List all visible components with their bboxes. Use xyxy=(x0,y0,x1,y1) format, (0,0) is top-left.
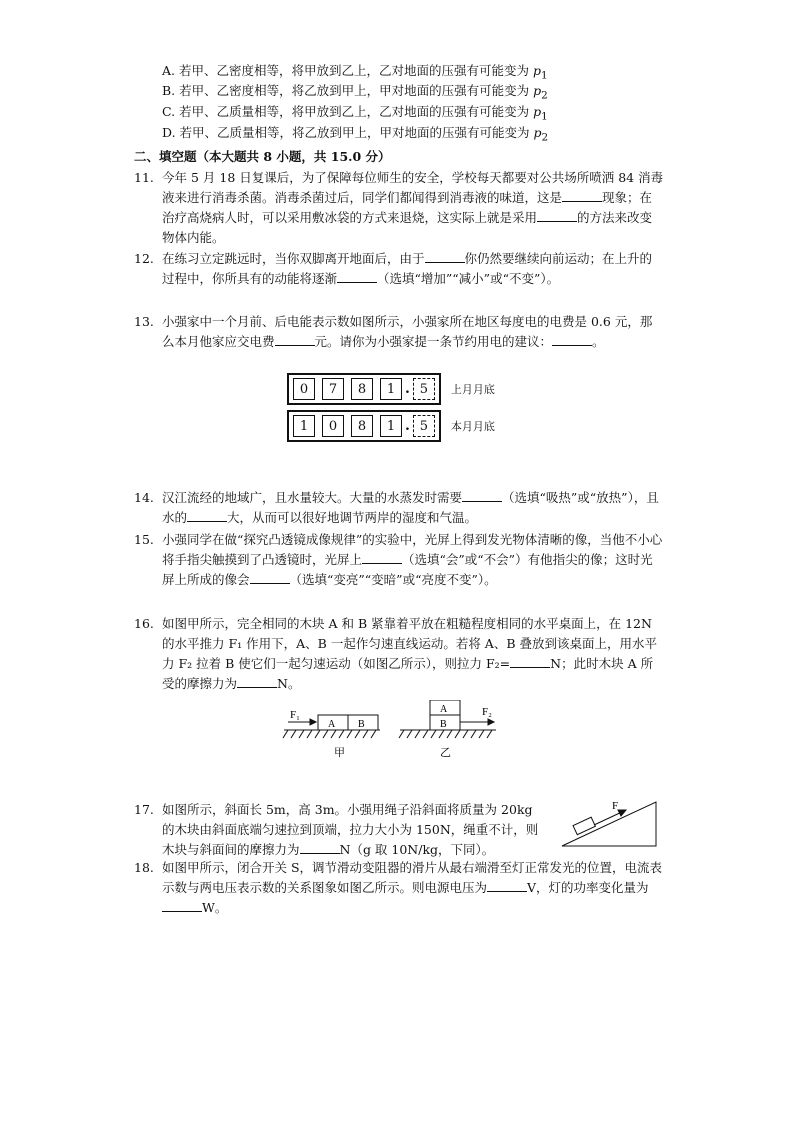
meter-digit: 1 xyxy=(380,378,402,400)
answer-blank[interactable] xyxy=(425,249,465,263)
incline-figure xyxy=(560,798,660,848)
meter-digit: 8 xyxy=(351,378,373,400)
meter-digit: 7 xyxy=(322,378,344,400)
meter-top: 0 7 8 1 . 5 上月月底 xyxy=(287,373,495,405)
hatching-left xyxy=(283,730,376,738)
option-c: C. 若甲、乙质量相等，将甲放到乙上，乙对地面的压强有可能变为 $p_1$ xyxy=(162,104,548,123)
option-b: B. 若甲、乙密度相等，将乙放到甲上，甲对地面的压强有可能变为 $p_2$ xyxy=(162,83,548,102)
meter-decimal-digit: 5 xyxy=(413,378,435,400)
answer-blank[interactable] xyxy=(562,188,602,202)
question-number: 12. xyxy=(134,251,154,266)
question-number: 16. xyxy=(134,616,154,631)
answer-blank[interactable] xyxy=(552,332,592,346)
answer-blank[interactable] xyxy=(510,654,550,668)
question-number: 18. xyxy=(134,860,154,875)
meter-digit: 1 xyxy=(380,415,402,437)
caption-right: 乙 xyxy=(440,747,451,759)
question-14: 14. 汉江流经的地域广，且水量较大。大量的水蒸发时需要 （选填“吸热”或“放热”），且水的 大，从而可以很好地调节两岸的湿度和气温。 xyxy=(134,490,659,525)
option-d: D. 若甲、乙质量相等，将乙放到甲上，甲对地面的压强有可能变为 $p_2$ xyxy=(162,125,549,144)
question-number: 17. xyxy=(134,802,154,817)
question-number: 15. xyxy=(134,532,154,547)
answer-blank[interactable] xyxy=(250,570,290,584)
question-15: 15. 小强同学在做“探究凸透镜成像规律”的实验中，光屏上得到发光物体清晰的像，当他不小心将手指尖触摸到了凸透镜时，光屏上 （选填“会”或“不会”）有他指尖的像；这时光屏上所成的像会 （选填“变亮”“变暗”或“亮度不变”）。 xyxy=(134,532,663,587)
question-number: 14. xyxy=(134,490,154,505)
meter-decimal-digit: 5 xyxy=(413,415,435,437)
block-label: B xyxy=(358,719,365,730)
question-16: 16. 如图甲所示，完全相同的木块 A 和 B 紧靠着平放在粗糙程度相同的水平桌面上，在 12N 的水平推力 F₁ 作用下，A、B 一起作匀速直线运动。若将 A、B 叠放到该桌面上，用水平力 F₂ 拉着 B 使它们一起匀速运动（如图乙所示），则拉力 F₂= N；此时木块 A 所受的摩擦力为 N。 xyxy=(134,616,657,691)
answer-blank[interactable] xyxy=(162,898,202,912)
question-18: 18. 如图甲所示，闭合开关 S，调节滑动变阻器的滑片从最右端滑至灯正常发光的位置，电流表示数与两电压表示数的关系图象如图乙所示。则电源电压为 V，灯的功率变化量为W。 xyxy=(134,860,663,915)
option-a: A. 若甲、乙密度相等，将甲放到乙上，乙对地面的压强有可能变为 $p_1$ xyxy=(162,63,548,82)
answer-blank[interactable] xyxy=(300,840,340,854)
question-number: 11. xyxy=(134,170,154,185)
meter-label: 本月月底 xyxy=(450,420,495,433)
question-13: 13. 小强家中一个月前、后电能表示数如图所示，小强家所在地区每度电的电费是 0.6 元，那么本月他家应交电费 元。请你为小强家提一条节约用电的建议： 。 xyxy=(134,314,653,349)
meter-bottom: 1 0 8 1 . 5 本月月底 xyxy=(287,410,495,442)
question-11: 11. 今年 5 月 18 日复课后，为了保障每位师生的安全，学校每天都要对公共场所喷洒 84 消毒液来进行消毒杀菌。消毒杀菌过后，同学们都闻得到消毒液的味道，这是 现象；在治疗高烧病人时，可以采用敷冰袋的方式来退烧，这实际上就是采用 的方法来改变物体内能。 xyxy=(134,170,664,245)
meter-digit: 0 xyxy=(293,378,315,400)
meter-digit: 1 xyxy=(293,415,315,437)
meter-digit: 0 xyxy=(322,415,344,437)
f2-label: F₂ xyxy=(482,706,492,718)
question-12: 12. 在练习立定跳远时，当你双脚离开地面后，由于 你仍然要继续向前运动；在上升的过程中，你所具有的动能将逐渐 （选填“增加”“减小”或“不变”）。 xyxy=(134,251,653,286)
answer-blank[interactable] xyxy=(187,508,227,522)
answer-blank[interactable] xyxy=(487,878,527,892)
meter-label: 上月月底 xyxy=(450,383,495,396)
answer-blank[interactable] xyxy=(337,269,377,283)
blocks-figure xyxy=(282,700,497,762)
hatching-right xyxy=(399,730,492,738)
section-title: 二、填空题（本大题共 8 小题，共 15.0 分） xyxy=(134,149,391,164)
answer-blank[interactable] xyxy=(237,674,277,688)
force-label: F xyxy=(612,800,619,812)
caption-left: 甲 xyxy=(334,747,345,759)
question-17: 17. 如图所示，斜面长 5m，高 3m。小强用绳子沿斜面将质量为 20kg 的木块由斜面底端匀速拉到顶端，拉力大小为 150N，绳重不计，则木块与斜面间的摩擦力为 N（g 取 10N/kg，下同）。 xyxy=(134,802,539,857)
block-label: A xyxy=(440,704,448,715)
answer-blank[interactable] xyxy=(275,332,315,346)
meter-digit: 8 xyxy=(351,415,373,437)
question-number: 13. xyxy=(134,314,154,329)
block-label: B xyxy=(440,719,447,730)
block-label: A xyxy=(328,719,336,730)
answer-blank[interactable] xyxy=(462,488,502,502)
answer-blank[interactable] xyxy=(362,550,402,564)
f1-label: F₁ xyxy=(290,709,300,721)
answer-blank[interactable] xyxy=(537,208,577,222)
